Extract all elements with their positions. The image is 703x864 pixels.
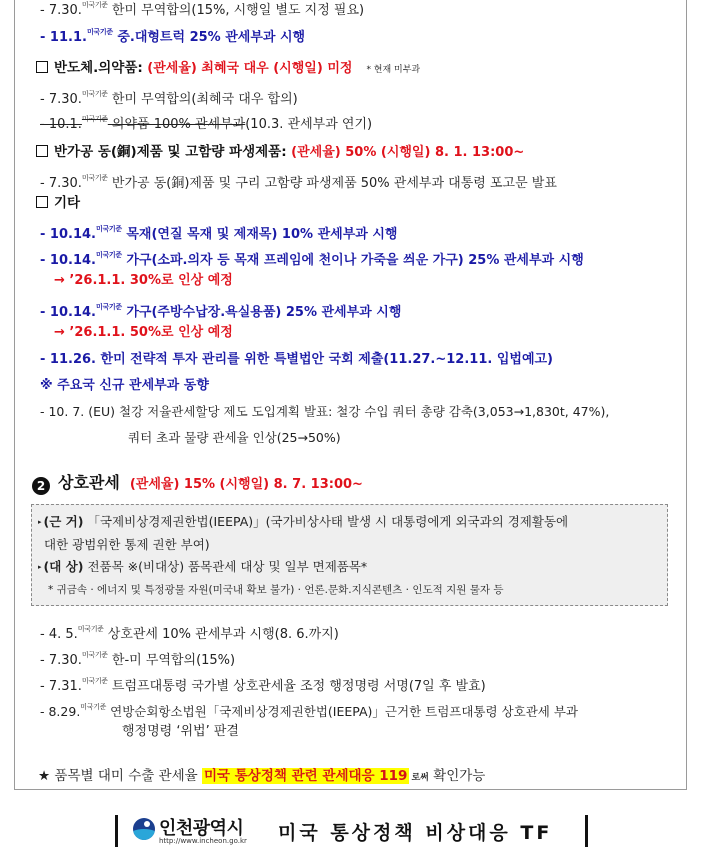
us-basis-tag: 미국기준 bbox=[95, 251, 122, 259]
checkbox-square-icon bbox=[36, 61, 48, 73]
us-basis-tag: 미국기준 bbox=[81, 115, 108, 123]
footnote-marker: * 현재 미부과 bbox=[366, 65, 421, 75]
tariff-rate-text: (관세율) 50% (시행일) 8. 1. 13:00~ bbox=[286, 145, 525, 160]
triangle-bullet-icon: ▸ bbox=[38, 518, 42, 526]
row-text: 가구(소파.의자 등 목재 프레임에 천이나 가죽을 씌운 가구) 25% 관세부과 시행 bbox=[121, 253, 584, 268]
row-text: 한미 무역합의(15%, 시행일 별도 지정 필요) bbox=[107, 3, 365, 18]
org-name: 인천광역시 bbox=[159, 818, 244, 839]
row-text: 중.대형트럭 25% 관세부과 시행 bbox=[112, 30, 306, 45]
timeline-row bbox=[40, 85, 298, 109]
tariff-rate-text: (관세율) 15% (시행일) 8. 7. 13:00~ bbox=[129, 477, 363, 492]
category-title: 반도체.의약품: bbox=[54, 60, 143, 76]
row-date: - 4. 5. bbox=[40, 627, 78, 642]
timeline-row bbox=[40, 220, 397, 244]
us-basis-tag: 미국기준 bbox=[81, 677, 108, 685]
category-title: 기타 bbox=[54, 195, 81, 211]
target-text: 전품목 ※(비대상) 품목관세 대상 및 일부 면제품목* bbox=[87, 559, 368, 574]
timeline-row-continued bbox=[128, 429, 341, 447]
row-text: 상호관세 10% 관세부과 시행(8. 6.까지) bbox=[103, 627, 339, 642]
row-date: - 7.30. bbox=[40, 92, 82, 107]
us-basis-tag: 미국기준 bbox=[81, 651, 108, 659]
rate-increase-note bbox=[54, 324, 233, 342]
frame-left-border bbox=[14, 0, 15, 789]
subsection-note bbox=[40, 377, 209, 395]
timeline-row bbox=[40, 646, 235, 670]
footer-right-bar bbox=[585, 815, 588, 847]
us-basis-tag: 미국기준 bbox=[77, 625, 104, 633]
row-date: - 10.14. bbox=[40, 253, 96, 268]
frame-right-border bbox=[686, 0, 687, 789]
footer-left-bar bbox=[115, 815, 118, 847]
row-date: - 10.14. bbox=[40, 227, 96, 242]
target-line bbox=[38, 558, 367, 576]
note-text: 품목별 대미 수출 관세율 bbox=[50, 768, 202, 784]
row-text: 한-미 무역합의(15%) bbox=[107, 653, 236, 668]
row-date: - 11.1. bbox=[40, 30, 87, 45]
row-date: - 7.30. bbox=[40, 653, 82, 668]
row-date: - 8.29. bbox=[40, 704, 81, 719]
timeline-row bbox=[40, 351, 553, 369]
row-text: → ’26.1.1. 50%로 인상 예정 bbox=[54, 325, 233, 340]
footer-title: 미국 통상정책 비상대응 TF bbox=[278, 822, 553, 844]
timeline-row bbox=[40, 169, 557, 193]
section-number-badge: 2 bbox=[32, 477, 50, 495]
row-text: - 11.26. 한미 전략적 투자 관리를 위한 특별법안 국회 제출(11.27.~12.11. 입법예고) bbox=[40, 352, 553, 367]
footer-banner bbox=[115, 812, 595, 852]
row-date: - 10.14. bbox=[40, 305, 96, 320]
timeline-row bbox=[40, 0, 364, 20]
checkbox-square-icon bbox=[36, 196, 48, 208]
category-heading bbox=[36, 143, 524, 162]
timeline-row-continued bbox=[122, 723, 239, 741]
basis-label: (근 거) bbox=[43, 514, 84, 529]
row-date: - 7.30. bbox=[40, 176, 82, 191]
tariff-rate-text: (관세율) 최혜국 대우 (시행일) 미정 bbox=[142, 61, 353, 76]
timeline-row bbox=[40, 620, 339, 644]
row-text: 행정명령 ‘위법’ 판결 bbox=[122, 724, 239, 739]
us-basis-tag: 미국기준 bbox=[95, 303, 122, 311]
row-date: - 7.30. bbox=[40, 3, 82, 18]
note-text: 확인가능 bbox=[428, 768, 486, 784]
row-text: 연방순회항소법원「국제비상경제권한법(IEEPA)」근거한 트럼프대통령 상호관세 부과 bbox=[106, 704, 578, 719]
exemption-note bbox=[48, 581, 504, 599]
note-small-text: 로써 bbox=[411, 773, 429, 783]
category-heading bbox=[36, 194, 80, 213]
us-basis-tag: 미국기준 bbox=[81, 1, 108, 9]
timeline-row bbox=[40, 246, 584, 270]
triangle-bullet-icon: ▸ bbox=[38, 563, 42, 571]
timeline-row bbox=[40, 672, 486, 696]
us-basis-tag: 미국기준 bbox=[81, 174, 108, 182]
exemption-text: * 귀금속 · 에너지 및 특정광물 자원(미국내 확보 불가) · 언론.문화.지식콘텐츠 · 인도적 지원 물자 등 bbox=[48, 584, 504, 596]
basis-text: 「국제비상경제권한법(IEEPA)」(국가비상사태 발생 시 대통령에게 외국과의 경제활동에 bbox=[87, 514, 569, 529]
row-text: 트럼프대통령 국가별 상호관세율 조정 행정명령 서명(7일 후 발효) bbox=[107, 679, 486, 694]
us-basis-tag: 미국기준 bbox=[95, 225, 122, 233]
row-text: ※ 주요국 신규 관세부과 동향 bbox=[40, 378, 209, 393]
star-icon: ★ bbox=[38, 768, 51, 784]
tariff-lookup-note bbox=[38, 764, 485, 784]
category-title: 반가공 동(銅)제품 및 고함량 파생제품: bbox=[54, 144, 287, 160]
row-text: 쿼터 초과 물량 관세율 인상(25→50%) bbox=[128, 430, 341, 445]
org-url: http://www.incheon.go.kr bbox=[159, 837, 247, 845]
basis-text: 대한 광범위한 통제 권한 부여) bbox=[44, 537, 210, 552]
timeline-row bbox=[40, 298, 401, 322]
row-text: 목재(연질 목재 및 제재목) 10% 관세부과 시행 bbox=[121, 227, 398, 242]
category-heading bbox=[36, 59, 420, 79]
row-date: - 10.1. bbox=[40, 117, 82, 132]
basis-line bbox=[38, 513, 568, 531]
struck-text: 의약품 100% 관세부과 bbox=[107, 117, 246, 132]
row-text: 반가공 동(銅)제품 및 구리 고함량 파생제품 50% 관세부과 대통령 포고문 발표 bbox=[107, 176, 557, 191]
frame-bottom-border bbox=[14, 789, 687, 790]
row-text: - 10. 7. (EU) 철강 저율관세할당 제도 도입계획 발표: 철강 수입 쿼터 총량 감축(3,053→1,830t, 47%), bbox=[40, 404, 610, 419]
row-text: 한미 무역합의(최혜국 대우 합의) bbox=[107, 92, 298, 107]
us-basis-tag: 미국기준 bbox=[81, 90, 108, 98]
row-text: (10.3. 관세부과 연기) bbox=[245, 117, 373, 132]
row-date: - 7.31. bbox=[40, 679, 82, 694]
us-basis-tag: 미국기준 bbox=[86, 28, 113, 36]
timeline-row bbox=[40, 110, 372, 134]
row-text: 가구(주방수납장.욕실용품) 25% 관세부과 시행 bbox=[121, 305, 402, 320]
timeline-row bbox=[40, 698, 578, 721]
row-text: → ’26.1.1. 30%로 인상 예정 bbox=[54, 273, 233, 288]
target-label: (대 상) bbox=[43, 559, 84, 574]
checkbox-square-icon bbox=[36, 145, 48, 157]
basis-line-continued bbox=[44, 536, 210, 554]
tariff-119-link[interactable]: 미국 통상정책 관련 관세대응 119 bbox=[203, 768, 408, 784]
section-title: 상호관세 bbox=[58, 473, 120, 492]
timeline-row bbox=[40, 23, 305, 47]
legal-basis-box bbox=[31, 504, 668, 606]
timeline-row bbox=[40, 403, 609, 421]
section-heading-reciprocal bbox=[32, 470, 363, 495]
incheon-logo-icon bbox=[133, 818, 155, 840]
us-basis-tag: 미국기준 bbox=[80, 703, 107, 711]
rate-increase-note bbox=[54, 272, 233, 290]
